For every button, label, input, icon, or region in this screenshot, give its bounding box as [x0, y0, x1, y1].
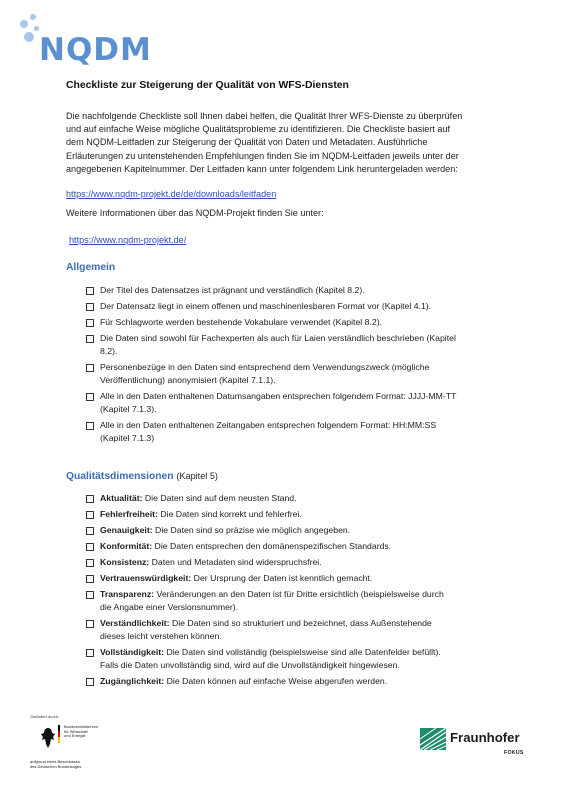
checklist-item — [86, 572, 506, 585]
intro-line: dem NQDM-Leitfaden zur Steigerung der Qualität von Daten und Metadaten. Ausführliche — [66, 137, 428, 148]
checklist-item — [86, 675, 506, 688]
guide-link[interactable]: https://www.nqdm-projekt.de/de/downloads/leitfaden — [66, 189, 277, 199]
item-text: Der Ursprung der Daten ist kenntlich gemacht. — [193, 573, 373, 583]
checkbox[interactable] — [86, 543, 94, 551]
checklist-item — [86, 316, 506, 329]
intro-line: Erläuterungen zu untenstehenden Empfehlungen finden Sie im NQDM-Leitfaden jeweils unter der — [66, 150, 459, 161]
logo-dot — [34, 26, 39, 31]
funded-by-label: Gefördert durch: — [30, 714, 60, 719]
intro-line: und auf einfache Weise mögliche Qualitätsprobleme zu identifizieren. Die Checkliste basiert auf — [66, 124, 450, 135]
ministry-line: für Wirtschaft — [64, 728, 88, 734]
checklist-item — [86, 508, 506, 521]
checkbox[interactable] — [86, 511, 94, 519]
section-heading-quality — [66, 471, 218, 482]
checklist-item — [86, 524, 506, 537]
item-term: Aktualität: — [100, 493, 143, 503]
ministry-line: Bundesministerium — [64, 724, 99, 729]
item-text: Der Titel des Datensatzes ist prägnant und verständlich (Kapitel 8.2). — [100, 285, 365, 295]
checklist-item — [86, 332, 506, 358]
project-link[interactable]: https://www.nqdm-projekt.de/ — [69, 235, 187, 245]
item-term: Verständlichkeit: — [100, 618, 170, 628]
item-text: Veränderungen an den Daten ist für Dritte ersichtlich (beispielsweise durch — [156, 589, 444, 599]
intro-line: Die nachfolgende Checkliste soll Ihnen dabei helfen, die Qualität Ihrer WFS-Dienste zu überprüfen — [66, 111, 463, 121]
checklist-item — [86, 588, 506, 614]
logo-dot — [20, 20, 28, 28]
item-text: Veröffentlichung) anonymisiert (Kapitel 7.1.1). — [100, 375, 276, 385]
resolution-line: aufgrund eines Beschlusses — [30, 759, 81, 764]
checkbox[interactable] — [86, 364, 94, 372]
checkbox[interactable] — [86, 495, 94, 503]
checklist-item — [86, 556, 506, 569]
checklist-item — [86, 646, 506, 672]
fraunhofer-logo-icon — [420, 728, 446, 750]
item-text: Die Daten sind so präzise wie möglich angegeben. — [155, 525, 351, 535]
german-flag-stripe — [58, 725, 60, 743]
checkbox[interactable] — [86, 591, 94, 599]
checkbox[interactable] — [86, 393, 94, 401]
checkbox[interactable] — [86, 527, 94, 535]
checkbox[interactable] — [86, 303, 94, 311]
checkbox[interactable] — [86, 620, 94, 628]
item-term: Konsistenz: — [100, 557, 150, 567]
checklist-item — [86, 284, 506, 297]
federal-eagle-icon — [40, 726, 56, 750]
item-text: (Kapitel 7.1.3). — [100, 404, 157, 414]
item-text: Der Datensatz liegt in einem offenen und maschinenlesbaren Format vor (Kapitel 4.1). — [100, 301, 432, 311]
resolution-note — [30, 760, 100, 769]
intro-line: angegebenen Kapitelnummer. Der Leitfaden kann unter folgendem Link heruntergeladen werden: — [66, 163, 458, 174]
checklist-item — [86, 492, 506, 505]
ministry-line: und Energie — [64, 733, 86, 739]
item-term: Konformität: — [100, 541, 153, 551]
intro-paragraph — [66, 110, 506, 176]
page-title: Checkliste zur Steigerung der Qualität von WFS-Diensten — [66, 80, 349, 91]
checklist-item — [86, 300, 506, 313]
logo-text: NQDM — [39, 32, 152, 68]
checkbox[interactable] — [86, 575, 94, 583]
ministry-name — [64, 725, 124, 739]
item-text: 8.2). — [100, 346, 118, 356]
item-text: Alle in den Daten enthaltenen Datumsangaben entsprechen folgendem Format: JJJJ-MM-TT — [100, 391, 457, 401]
checklist-item — [86, 540, 506, 553]
item-term: Fehlerfreiheit: — [100, 509, 158, 519]
item-term: Zugänglichkeit: — [100, 676, 165, 686]
item-text: Die Daten sind korrekt und fehlerfrei. — [160, 509, 302, 519]
checkbox[interactable] — [86, 559, 94, 567]
item-text: Die Daten können auf einfache Weise abgerufen werden. — [166, 676, 388, 686]
item-text: Die Daten sind vollständig (beispielsweise sind alle Datenfelder befüllt). — [166, 647, 441, 657]
item-text: Falls die Daten unvollständig sind, wird auf die Unvollständigkeit hingewiesen. — [100, 660, 400, 670]
logo-dot — [30, 14, 36, 20]
checkbox[interactable] — [86, 335, 94, 343]
logo-dot — [24, 32, 34, 42]
checklist-item — [86, 390, 506, 416]
item-text: Die Daten entsprechen den domänenspezifischen Standards. — [154, 541, 392, 551]
checkbox[interactable] — [86, 649, 94, 657]
item-term: Vertrauenswürdigkeit: — [100, 573, 192, 583]
item-text: Die Daten sind sowohl für Fachexperten als auch für Laien verständlich beschrieben (Kapitel — [100, 333, 456, 343]
checkbox[interactable] — [86, 678, 94, 686]
checklist-item — [86, 361, 506, 387]
section-heading-text: Qualitätsdimensionen — [66, 471, 174, 482]
section-heading-chapter: (Kapitel 5) — [176, 471, 218, 481]
item-text: Personenbezüge in den Daten sind entsprechend dem Verwendungszweck (mögliche — [100, 362, 430, 372]
item-text: Die Daten sind so strukturiert und bezeichnet, dass Außenstehende — [171, 618, 432, 628]
item-text: die Angabe einer Versionsnummer). — [100, 602, 239, 612]
checkbox[interactable] — [86, 287, 94, 295]
resolution-line: des Deutschen Bundestages — [30, 763, 82, 769]
checklist-item — [86, 617, 506, 643]
checkbox[interactable] — [86, 319, 94, 327]
fraunhofer-name: Fraunhofer — [450, 730, 520, 745]
item-text: (Kapitel 7.1.3) — [100, 433, 155, 443]
item-text: Alle in den Daten enthaltenen Zeitangaben entsprechen folgendem Format: HH:MM:SS — [100, 420, 437, 430]
checklist-item — [86, 419, 506, 445]
item-text: Die Daten sind auf dem neusten Stand. — [144, 493, 297, 503]
item-term: Transparenz: — [100, 589, 155, 599]
item-text: dieses leicht verstehen können. — [100, 631, 222, 641]
section-heading-general: Allgemein — [66, 262, 116, 273]
checkbox[interactable] — [86, 422, 94, 430]
item-text: Daten und Metadaten sind widerspruchsfrei. — [151, 557, 322, 567]
item-term: Vollständigkeit: — [100, 647, 165, 657]
item-text: Für Schlagworte werden bestehende Vokabulare verwendet (Kapitel 8.2). — [100, 317, 383, 327]
more-info-text: Weitere Informationen über das NQDM-Projekt finden Sie unter: — [66, 208, 324, 218]
item-term: Genauigkeit: — [100, 525, 153, 535]
fokus-label: FOKUS — [504, 750, 524, 756]
